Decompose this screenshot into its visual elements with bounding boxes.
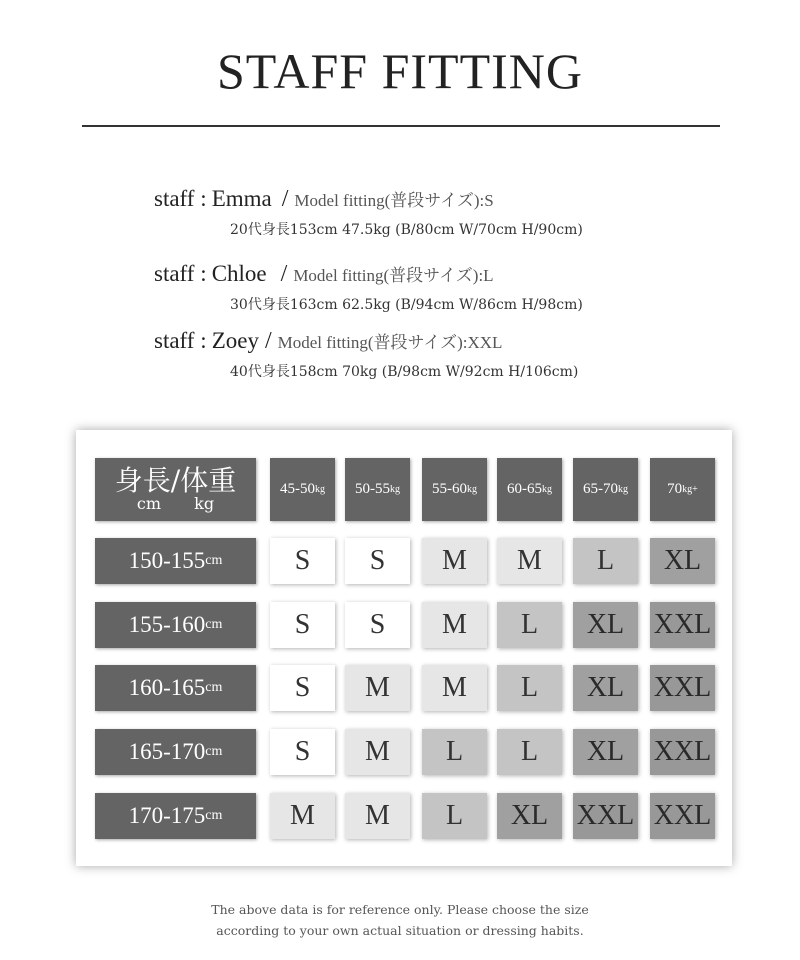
size-cell: S (270, 729, 335, 775)
height-weight-label: 身長/体重 (114, 464, 237, 497)
size-cell: M (345, 665, 410, 711)
size-cell: L (422, 729, 487, 775)
staff-details: 20代身長153cm 47.5kg (B/80cm W/70cm H/90cm) (230, 222, 583, 238)
footer-note (0, 899, 800, 941)
size-cell: S (270, 538, 335, 584)
weight-header (573, 458, 638, 521)
page-title: STAFF FITTING (217, 43, 583, 99)
size-cell: M (270, 793, 335, 839)
title-divider (82, 125, 720, 127)
footer-line-1: The above data is for reference only. Please choose the size (211, 902, 589, 917)
height-range: 155-160 (128, 612, 206, 637)
staff-entry-zoey (154, 328, 578, 381)
height-row-header (95, 665, 256, 711)
unit-label: cm kg (136, 494, 215, 513)
weight-header (650, 458, 715, 521)
height-unit: cm (205, 808, 223, 823)
size-cell: L (497, 665, 562, 711)
weight-range: 45-50 (280, 481, 315, 497)
staff-fitting: Model fitting(普段サイズ):L (293, 266, 494, 285)
table-corner-header (95, 458, 256, 521)
height-row-header (95, 602, 256, 648)
size-cell: XL (573, 729, 638, 775)
size-cell: XXL (650, 602, 715, 648)
height-range: 170-175 (128, 803, 206, 828)
height-unit: cm (205, 617, 223, 632)
staff-entry-emma (154, 186, 583, 239)
weight-unit: kg (618, 484, 628, 495)
staff-details: 40代身長158cm 70kg (B/98cm W/92cm H/106cm) (230, 364, 579, 380)
weight-header (345, 458, 410, 521)
size-cell: L (497, 602, 562, 648)
weight-range: 55-60 (432, 481, 467, 497)
size-cell: M (422, 665, 487, 711)
size-cell: XXL (650, 729, 715, 775)
height-row-header (95, 538, 256, 584)
separator: / (264, 328, 272, 354)
size-cell: S (345, 602, 410, 648)
weight-header (422, 458, 487, 521)
height-range: 165-170 (128, 739, 206, 764)
staff-name: Zoey (211, 328, 259, 353)
height-unit: cm (205, 680, 223, 695)
weight-range: 60-65 (507, 481, 542, 497)
weight-range: 50-55 (355, 481, 390, 497)
size-cell: M (422, 602, 487, 648)
weight-range: 70 (667, 481, 683, 497)
size-cell: S (270, 602, 335, 648)
size-cell: L (573, 538, 638, 584)
weight-unit: kg+ (682, 484, 698, 495)
height-unit: cm (205, 553, 223, 568)
staff-details: 30代身長163cm 62.5kg (B/94cm W/86cm H/98cm) (230, 297, 583, 313)
size-cell: XL (573, 665, 638, 711)
size-cell: XXL (650, 665, 715, 711)
size-cell: M (345, 729, 410, 775)
weight-header (497, 458, 562, 521)
staff-entry-chloe (154, 261, 583, 314)
height-range: 160-165 (128, 675, 206, 700)
staff-label: staff : (154, 261, 207, 286)
size-cell: M (422, 538, 487, 584)
weight-header (270, 458, 335, 521)
size-chart-card (76, 430, 732, 866)
weight-unit: kg (390, 484, 400, 495)
staff-fitting: Model fitting(普段サイズ):S (294, 191, 494, 210)
size-cell: S (345, 538, 410, 584)
weight-unit: kg (315, 484, 325, 495)
size-cell: XL (650, 538, 715, 584)
separator: / (280, 261, 288, 287)
height-range: 150-155 (128, 548, 206, 573)
height-unit: cm (205, 744, 223, 759)
size-cell: XL (497, 793, 562, 839)
footer-line-2: according to your own actual situation or dressing habits. (216, 923, 584, 938)
staff-label: staff : (154, 328, 207, 353)
size-cell: S (270, 665, 335, 711)
staff-name: Emma (211, 186, 272, 211)
height-row-header (95, 793, 256, 839)
staff-name: Chloe (211, 261, 267, 286)
size-cell: L (497, 729, 562, 775)
size-cell: M (345, 793, 410, 839)
size-cell: L (422, 793, 487, 839)
staff-fitting: Model fitting(普段サイズ):XXL (277, 333, 503, 352)
weight-unit: kg (542, 484, 552, 495)
size-cell: M (497, 538, 562, 584)
size-cell: XXL (650, 793, 715, 839)
size-cell: XXL (573, 793, 638, 839)
height-row-header (95, 729, 256, 775)
size-cell: XL (573, 602, 638, 648)
weight-range: 65-70 (583, 481, 618, 497)
separator: / (281, 186, 289, 212)
staff-label: staff : (154, 186, 207, 211)
weight-unit: kg (467, 484, 477, 495)
